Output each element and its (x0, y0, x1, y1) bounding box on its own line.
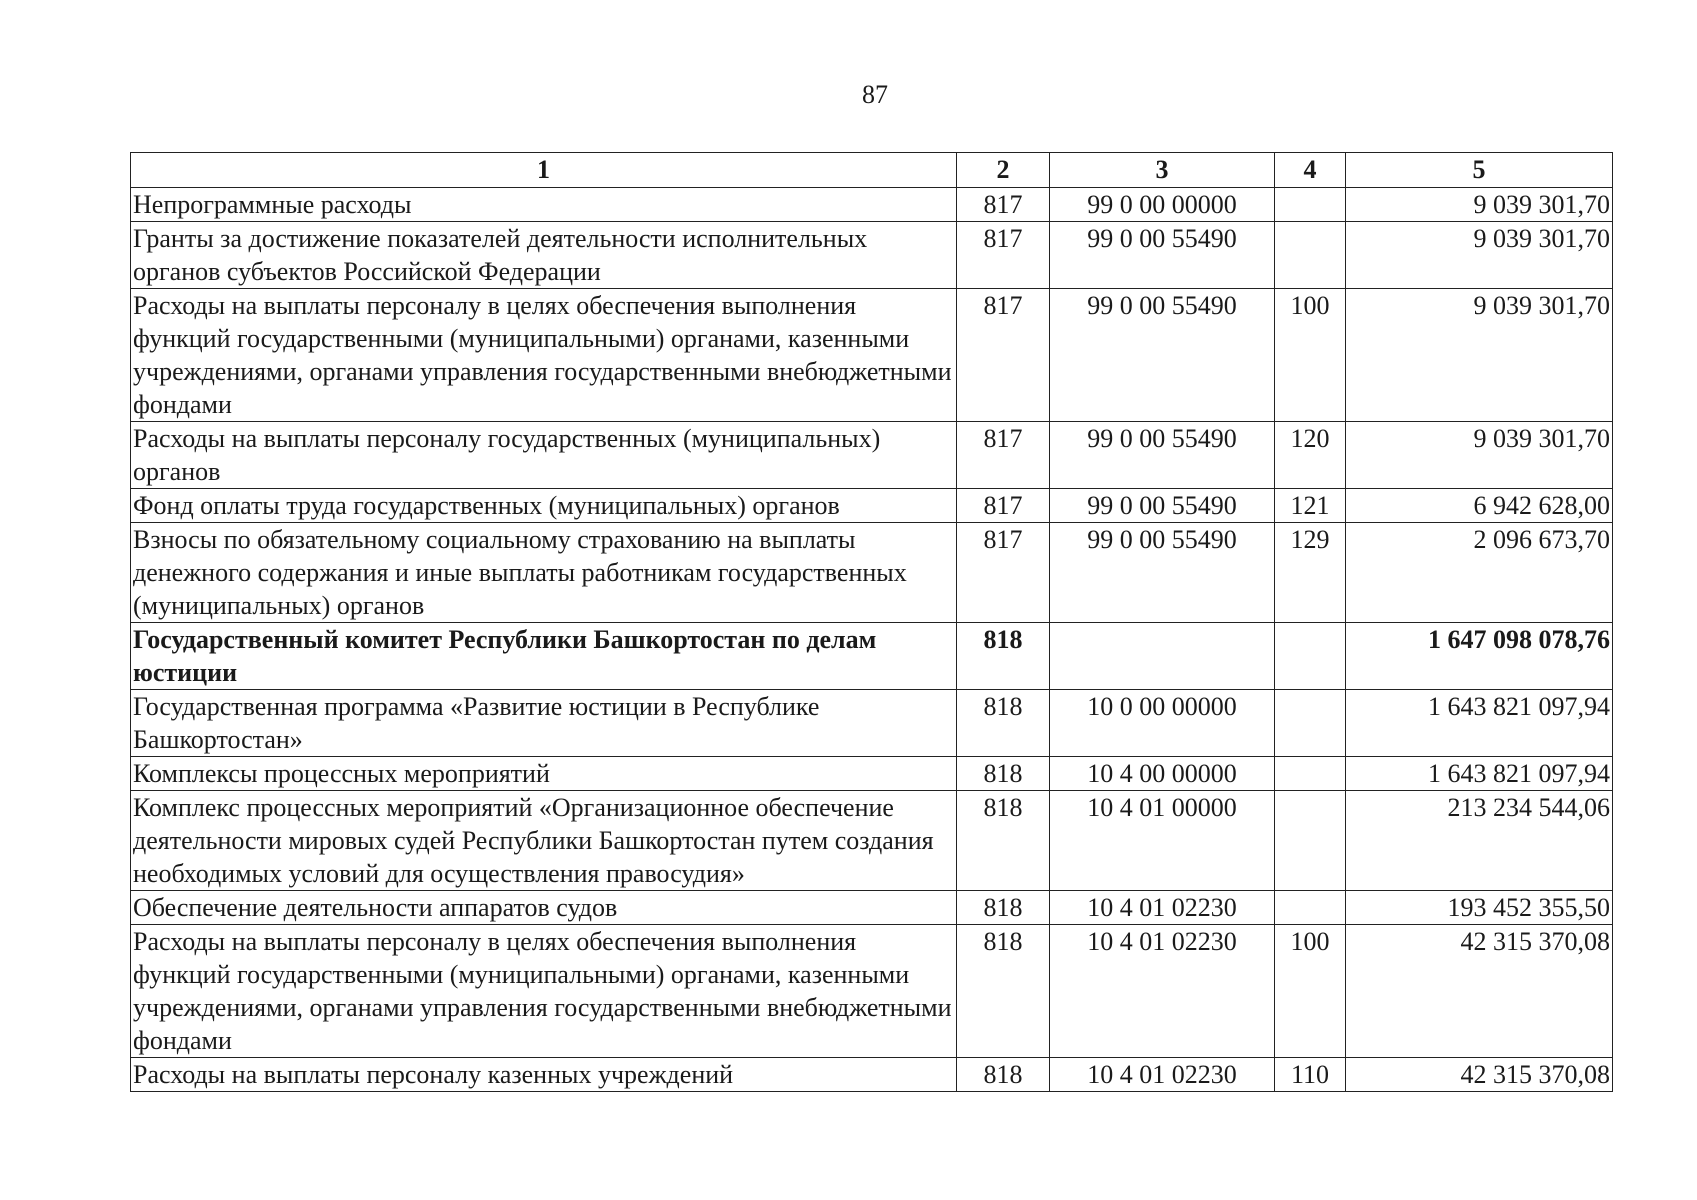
row-target-cell: 10 4 01 00000 (1050, 791, 1275, 891)
row-ministry-cell: 817 (957, 289, 1050, 422)
row-target-cell: 10 0 00 00000 (1050, 690, 1275, 757)
row-ministry-cell: 818 (957, 623, 1050, 690)
row-name-cell: Комплекс процессных мероприятий «Организационное обеспечение деятельности мировых судей Республики Башкортостан путем создания необходимых условий для осуществления правосудия» (131, 791, 957, 891)
row-amount-cell: 1 643 821 097,94 (1346, 690, 1613, 757)
table-row (131, 222, 1613, 289)
row-ministry-cell: 818 (957, 690, 1050, 757)
table-row (131, 690, 1613, 757)
row-amount-cell: 9 039 301,70 (1346, 422, 1613, 489)
row-name-cell: Государственная программа «Развитие юстиции в Республике Башкортостан» (131, 690, 957, 757)
row-amount-cell: 213 234 544,06 (1346, 791, 1613, 891)
row-type-cell (1275, 690, 1346, 757)
row-amount-cell: 42 315 370,08 (1346, 1058, 1613, 1092)
budget-table (130, 152, 1613, 1092)
row-type-cell (1275, 757, 1346, 791)
row-target-cell (1050, 623, 1275, 690)
page-number: 87 (862, 80, 888, 109)
row-type-cell: 100 (1275, 289, 1346, 422)
table-row (131, 188, 1613, 222)
row-type-cell (1275, 791, 1346, 891)
row-target-cell: 10 4 01 02230 (1050, 1058, 1275, 1092)
table-row (131, 891, 1613, 925)
row-type-cell (1275, 623, 1346, 690)
row-amount-cell: 2 096 673,70 (1346, 523, 1613, 623)
row-amount-cell: 9 039 301,70 (1346, 188, 1613, 222)
table-row (131, 289, 1613, 422)
row-type-cell (1275, 222, 1346, 289)
table-row (131, 1058, 1613, 1092)
row-ministry-cell: 818 (957, 791, 1050, 891)
row-ministry-cell: 817 (957, 523, 1050, 623)
row-ministry-cell: 818 (957, 757, 1050, 791)
row-amount-cell: 1 643 821 097,94 (1346, 757, 1613, 791)
row-name-cell: Расходы на выплаты персоналу государственных (муниципальных) органов (131, 422, 957, 489)
column-header-ministry: 2 (957, 153, 1050, 188)
row-target-cell: 99 0 00 55490 (1050, 289, 1275, 422)
row-target-cell: 10 4 01 02230 (1050, 925, 1275, 1058)
row-name-cell: Гранты за достижение показателей деятельности исполнительных органов субъектов Российской Федерации (131, 222, 957, 289)
table-row (131, 422, 1613, 489)
row-type-cell (1275, 891, 1346, 925)
row-target-cell: 99 0 00 55490 (1050, 523, 1275, 623)
column-header-amount: 5 (1346, 153, 1613, 188)
row-type-cell: 110 (1275, 1058, 1346, 1092)
table-body (131, 188, 1613, 1092)
column-header-type: 4 (1275, 153, 1346, 188)
table-row (131, 925, 1613, 1058)
row-name-cell: Расходы на выплаты персоналу в целях обеспечения выполнения функций государственными (муниципальными) органами, казенными учреждениями, органами управления государственными внебюджетными фондами (131, 289, 957, 422)
row-name-cell: Непрограммные расходы (131, 188, 957, 222)
row-name-cell: Взносы по обязательному социальному страхованию на выплаты денежного содержания и иные выплаты работникам государственных (муниципальных) органов (131, 523, 957, 623)
row-amount-cell: 9 039 301,70 (1346, 222, 1613, 289)
row-name-cell: Государственный комитет Республики Башкортостан по делам юстиции (131, 623, 957, 690)
row-name-cell: Фонд оплаты труда государственных (муниципальных) органов (131, 489, 957, 523)
row-name-cell: Обеспечение деятельности аппаратов судов (131, 891, 957, 925)
table-row (131, 757, 1613, 791)
row-target-cell: 99 0 00 55490 (1050, 422, 1275, 489)
row-amount-cell: 6 942 628,00 (1346, 489, 1613, 523)
row-type-cell: 121 (1275, 489, 1346, 523)
row-ministry-cell: 818 (957, 1058, 1050, 1092)
row-type-cell: 100 (1275, 925, 1346, 1058)
table-row (131, 523, 1613, 623)
row-name-cell: Расходы на выплаты персоналу в целях обеспечения выполнения функций государственными (муниципальными) органами, казенными учреждениями, органами управления государственными внебюджетными фондами (131, 925, 957, 1058)
row-ministry-cell: 817 (957, 489, 1050, 523)
column-header-name: 1 (131, 153, 957, 188)
row-type-cell (1275, 188, 1346, 222)
column-header-target: 3 (1050, 153, 1275, 188)
row-target-cell: 99 0 00 55490 (1050, 489, 1275, 523)
row-target-cell: 99 0 00 55490 (1050, 222, 1275, 289)
row-ministry-cell: 818 (957, 925, 1050, 1058)
row-amount-cell: 193 452 355,50 (1346, 891, 1613, 925)
table-row (131, 489, 1613, 523)
row-ministry-cell: 817 (957, 222, 1050, 289)
row-amount-cell: 9 039 301,70 (1346, 289, 1613, 422)
row-target-cell: 10 4 01 02230 (1050, 891, 1275, 925)
row-amount-cell: 42 315 370,08 (1346, 925, 1613, 1058)
row-amount-cell: 1 647 098 078,76 (1346, 623, 1613, 690)
row-ministry-cell: 818 (957, 891, 1050, 925)
row-ministry-cell: 817 (957, 422, 1050, 489)
row-type-cell: 120 (1275, 422, 1346, 489)
table-header-row (131, 153, 1613, 188)
row-ministry-cell: 817 (957, 188, 1050, 222)
row-name-cell: Комплексы процессных мероприятий (131, 757, 957, 791)
row-target-cell: 10 4 00 00000 (1050, 757, 1275, 791)
table-row (131, 623, 1613, 690)
table-row (131, 791, 1613, 891)
row-type-cell: 129 (1275, 523, 1346, 623)
row-target-cell: 99 0 00 00000 (1050, 188, 1275, 222)
row-name-cell: Расходы на выплаты персоналу казенных учреждений (131, 1058, 957, 1092)
